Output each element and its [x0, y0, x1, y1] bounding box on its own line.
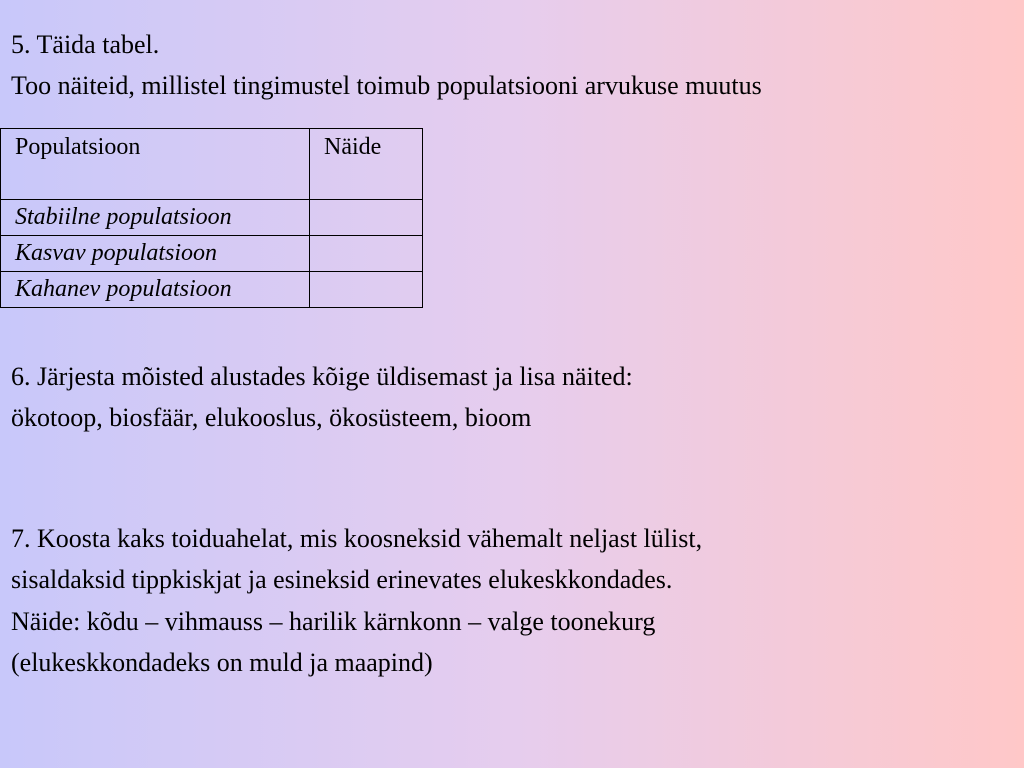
row-example-cell [310, 200, 423, 236]
header-naide: Näide [310, 129, 423, 200]
row-example-cell [310, 236, 423, 272]
task5-title: 5. Täida tabel. [11, 30, 160, 59]
task7-line-1: 7. Koosta kaks toiduahelat, mis koosneksid vähemalt neljast lülist, [11, 524, 703, 553]
task5-instruction: Too näiteid, millistel tingimustel toimub populatsiooni arvukuse muutus [11, 71, 762, 100]
task7-note: (elukeskkondadeks on muld ja maapind) [11, 648, 433, 677]
header-populatsioon: Populatsioon [1, 129, 310, 200]
task6-instruction: 6. Järjesta mõisted alustades kõige üldisemast ja lisa näited: [11, 362, 633, 391]
row-label-stabiilne: Stabiilne populatsioon [1, 200, 310, 236]
table-row [1, 272, 423, 308]
table-row [1, 200, 423, 236]
row-label-kasvav: Kasvav populatsioon [1, 236, 310, 272]
row-label-kahanev: Kahanev populatsioon [1, 272, 310, 308]
table-row [1, 236, 423, 272]
task6-terms: ökotoop, biosfäär, elukooslus, ökosüsteem, bioom [11, 403, 532, 432]
task7-line-2: sisaldaksid tippkiskjat ja esineksid erinevates elukeskkondades. [11, 565, 673, 594]
task7-example: Näide: kõdu – vihmauss – harilik kärnkonn – valge toonekurg [11, 607, 656, 636]
row-example-cell [310, 272, 423, 308]
table-header-row [1, 129, 423, 200]
population-table [0, 128, 423, 308]
